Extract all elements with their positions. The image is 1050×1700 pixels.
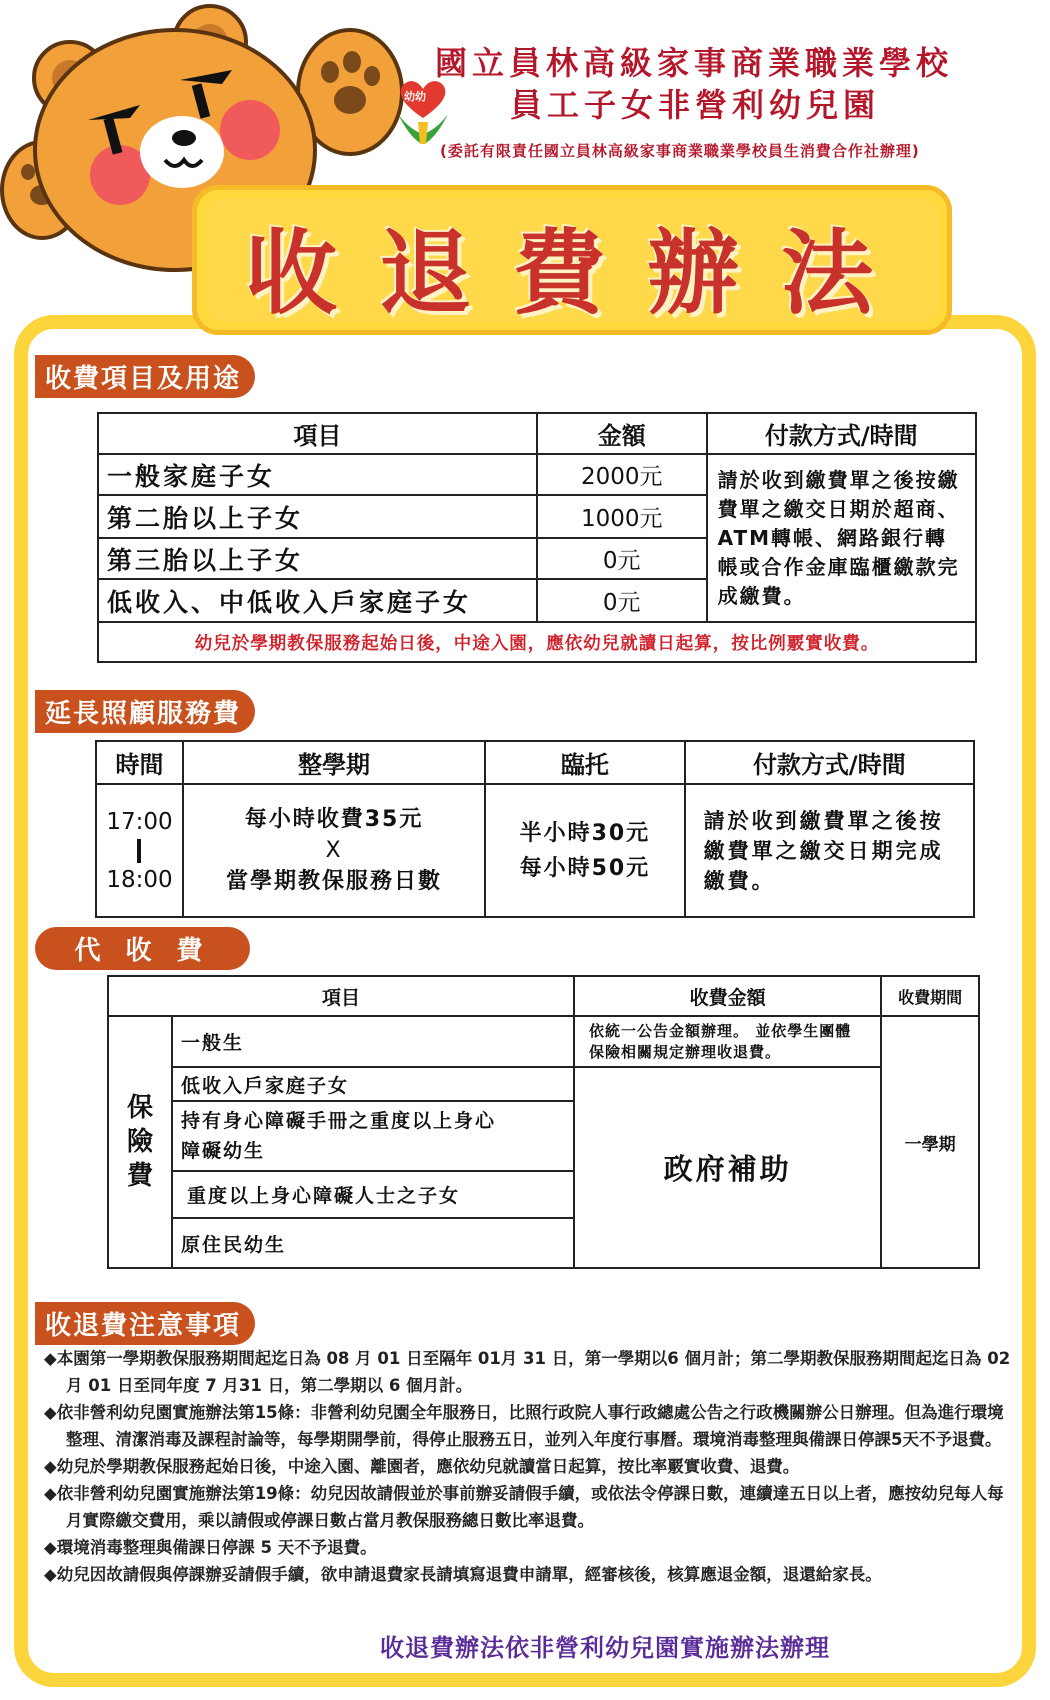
section-title-extended-care: 延長照顧服務費 <box>35 690 255 733</box>
ext-payment-method: 請於收到繳費單之後按繳費單之繳交日期完成繳費。 <box>685 784 974 917</box>
collection-table <box>107 975 980 1269</box>
fees-prorate-note: 幼兒於學期教保服務起始日後，中途入園，應依幼兒就讀日起算，按比例覈實收費。 <box>98 622 976 662</box>
section-title-notes: 收退費注意事項 <box>35 1302 255 1345</box>
fees-row-amount: 0元 <box>537 538 707 579</box>
ext-semester-rate: 每小時收費35元 <box>244 807 424 832</box>
col-item: 持有身心障礙手冊之重度以上身心障礙幼生 <box>172 1101 574 1171</box>
fees-row-amount: 0元 <box>537 579 707 622</box>
col-header-item: 項目 <box>108 976 574 1016</box>
col-general-amount: 依統一公告金額辦理。 並依學生團體保險相關規定辦理收退費。 <box>574 1016 881 1067</box>
col-item: 一般生 <box>172 1016 574 1067</box>
ext-header-time: 時間 <box>96 741 183 784</box>
ext-semester-times: X <box>325 838 343 863</box>
ext-time-start: 17:00 <box>106 808 173 835</box>
col-item: 低收入戶家庭子女 <box>172 1067 574 1101</box>
notes-list <box>44 1345 1019 1588</box>
fees-header-payment: 付款方式/時間 <box>707 413 976 454</box>
fees-row-item: 一般家庭子女 <box>98 454 537 495</box>
fees-header-item: 項目 <box>98 413 537 454</box>
note-item: ◆依非營利幼兒園實施辦法第15條：非營利幼兒園全年服務日，比照行政院人事行政總處公告之行政機關辦公日辦理。但為進行環境整理、清潔消毒及課程討論等，每學期開學前，得停止服務五日，並列入年度行事曆。環境消毒整理與備課日停課5天不予退費。 <box>44 1403 1004 1449</box>
col-item: 重度以上身心障礙人士之子女 <box>172 1171 574 1218</box>
ext-header-payment: 付款方式/時間 <box>685 741 974 784</box>
logo-text: 幼幼 <box>404 90 426 103</box>
col-category-insurance: 保險費 <box>108 1016 172 1268</box>
col-period: 一學期 <box>881 1016 979 1268</box>
fees-row-item: 低收入、中低收入戶家庭子女 <box>98 579 537 622</box>
school-name-line1: 國立員林高級家事商業職業學校 <box>435 44 954 82</box>
fees-row-item: 第三胎以上子女 <box>98 538 537 579</box>
ext-semester-days: 當學期教保服務日數 <box>226 869 443 894</box>
ext-header-temporary: 臨托 <box>485 741 685 784</box>
fees-row-amount: 2000元 <box>537 454 707 495</box>
col-header-period: 收費期間 <box>881 976 979 1016</box>
note-item: ◆本園第一學期教保服務期間起迄日為 08 月 01 日至隔年 01月 31 日，第一學期以6 個月計；第二學期教保服務期間起迄日為 02 月 01 日至同年度 7 月31 日，第二學期以 6 個月計。 <box>44 1349 1011 1395</box>
note-item: ◆依非營利幼兒園實施辦法第19條：幼兒因故請假並於事前辦妥請假手續，或依法令停課日數，連續達五日以上者，應按幼兒每人每月實際繳交費用，乘以請假或停課日數占當月教保服務總日數比率退費。 <box>44 1484 1004 1530</box>
ext-temp-half-hour: 半小時30元 <box>519 820 651 846</box>
fees-row-amount: 1000元 <box>537 495 707 538</box>
extended-care-table <box>95 740 975 918</box>
note-item: ◆幼兒因故請假與停課辦妥請假手續，欲申請退費家長請填寫退費申請單，經審核後，核算應退金額，退還給家長。 <box>44 1565 882 1584</box>
entrusted-note: (委託有限責任國立員林高級家事商業職業學校員生消費合作社辦理) <box>440 142 920 160</box>
col-header-amount: 收費金額 <box>574 976 881 1016</box>
ext-header-semester: 整學期 <box>183 741 485 784</box>
school-name-line2: 員工子女非營利幼兒園 <box>510 86 881 124</box>
ext-temp-hour: 每小時50元 <box>519 855 651 881</box>
note-item: ◆幼兒於學期教保服務起始日後，中途入園、離園者，應依幼兒就讀當日起算，按比率覈實收費、退費。 <box>44 1457 800 1476</box>
section-title-fees: 收費項目及用途 <box>35 355 255 398</box>
note-item: ◆環境消毒整理與備課日停課 5 天不予退費。 <box>44 1538 377 1557</box>
col-item: 原住民幼生 <box>172 1218 574 1268</box>
fees-payment-method: 請於收到繳費單之後按繳費單之繳交日期於超商、ATM轉帳、網路銀行轉帳或合作金庫臨櫃繳款完成繳費。 <box>707 454 976 622</box>
col-government-subsidy: 政府補助 <box>574 1067 881 1268</box>
footer-statement: 收退費辦法依非營利幼兒園實施辦法辦理 <box>380 1634 830 1662</box>
ext-time-end: 18:00 <box>106 866 173 893</box>
fees-row-item: 第二胎以上子女 <box>98 495 537 538</box>
section-title-collection: 代 收 費 <box>35 927 250 970</box>
fees-table <box>97 412 977 663</box>
page-title: 收退費辦法 <box>245 220 916 327</box>
time-range-bar <box>137 839 141 863</box>
fees-header-amount: 金額 <box>537 413 707 454</box>
